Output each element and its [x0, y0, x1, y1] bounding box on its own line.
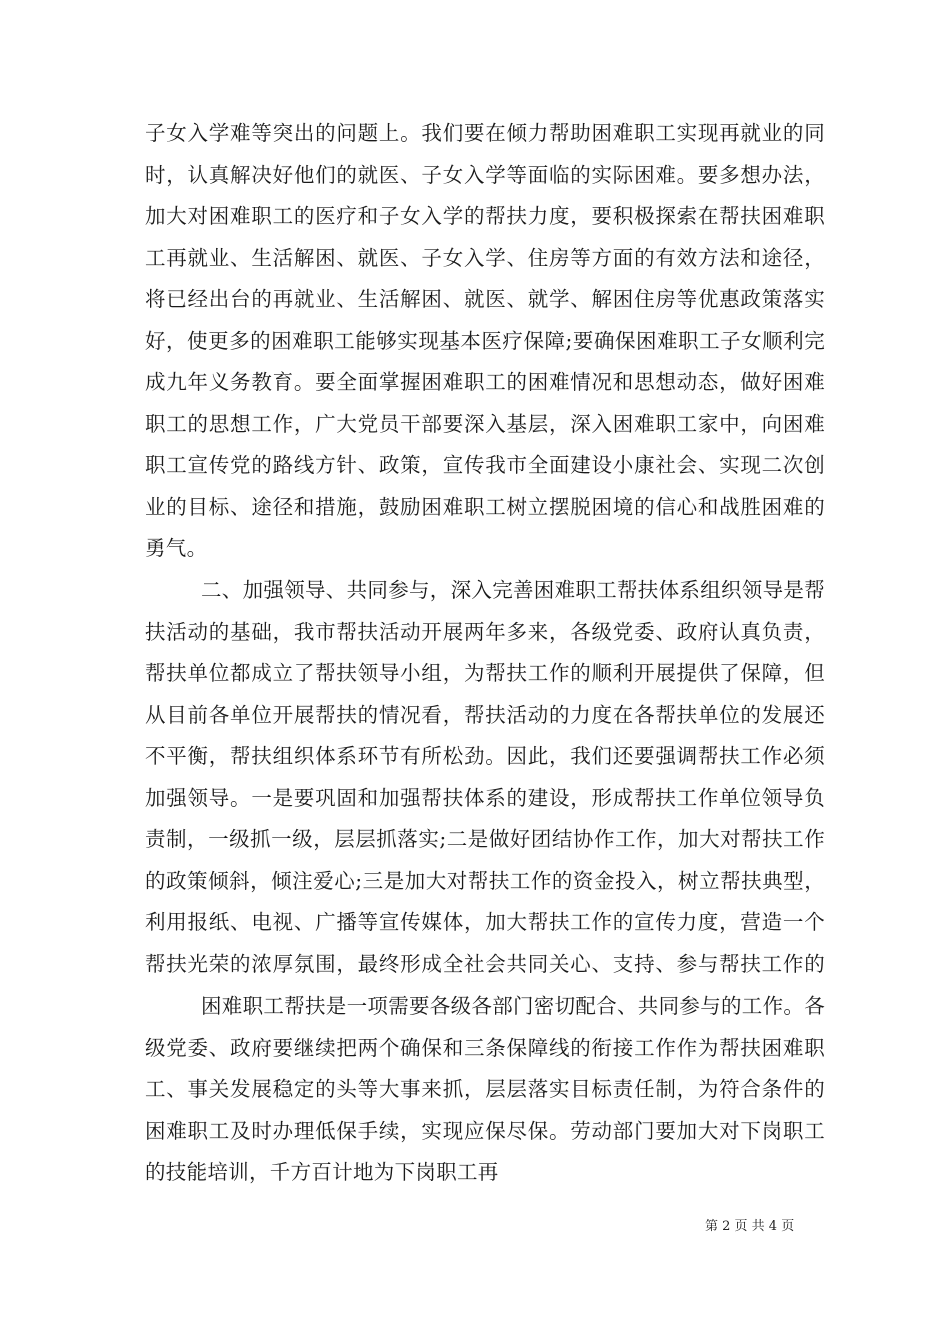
page-number-footer: 第 2 页 共 4 页 — [705, 1219, 795, 1234]
paragraph-continuation: 子女入学难等突出的问题上。我们要在倾力帮助困难职工实现再就业的同时，认真解决好他们的就医、子女入学等面临的实际困难。要多想办法，加大对困难职工的医疗和子女入学的帮扶力度，要积极探索在帮扶困难职工再就业、生活解困、就医、子女入学、住房等方面的有效方法和途径，将已经出台的再就业、生活解困、就医、就学、解困住房等优惠政策落实好，使更多的困难职工能够实现基本医疗保障;要确保困难职工子女顺利完成九年义务教育。要全面掌握困难职工的困难情况和思想动态，做好困难职工的思想工作，广大党员干部要深入基层，深入困难职工家中，向困难职工宣传党的路线方针、政策，宣传我市全面建设小康社会、实现二次创业的目标、途径和措施，鼓励困难职工树立摆脱困境的信心和战胜困难的勇气。 — [145, 121, 825, 560]
document-body — [145, 113, 825, 1226]
paragraph-support-work: 困难职工帮扶是一项需要各级各部门密切配合、共同参与的工作。各级党委、政府要继续把两个确保和三条保障线的衔接工作作为帮扶困难职工、事关发展稳定的头等大事来抓，层层落实目标责任制，为符合条件的困难职工及时办理低保手续，实现应保尽保。劳动部门要加大对下岗职工的技能培训，千方百计地为下岗职工再 — [145, 994, 825, 1184]
paragraph-section-two: 二、加强领导、共同参与，深入完善困难职工帮扶体系组织领导是帮扶活动的基础，我市帮扶活动开展两年多来，各级党委、政府认真负责，帮扶单位都成立了帮扶领导小组，为帮扶工作的顺利开展提供了保障，但从目前各单位开展帮扶的情况看，帮扶活动的力度在各帮扶单位的发展还不平衡，帮扶组织体系环节有所松劲。因此，我们还要强调帮扶工作必须加强领导。一是要巩固和加强帮扶体系的建设，形成帮扶工作单位领导负责制，一级抓一级，层层抓落实;二是做好团结协作工作，加大对帮扶工作的政策倾斜，倾注爱心;三是加大对帮扶工作的资金投入，树立帮扶典型，利用报纸、电视、广播等宣传媒体，加大帮扶工作的宣传力度，营造一个帮扶光荣的浓厚氛围，最终形成全社会共同关心、支持、参与帮扶工作的 — [145, 578, 825, 976]
